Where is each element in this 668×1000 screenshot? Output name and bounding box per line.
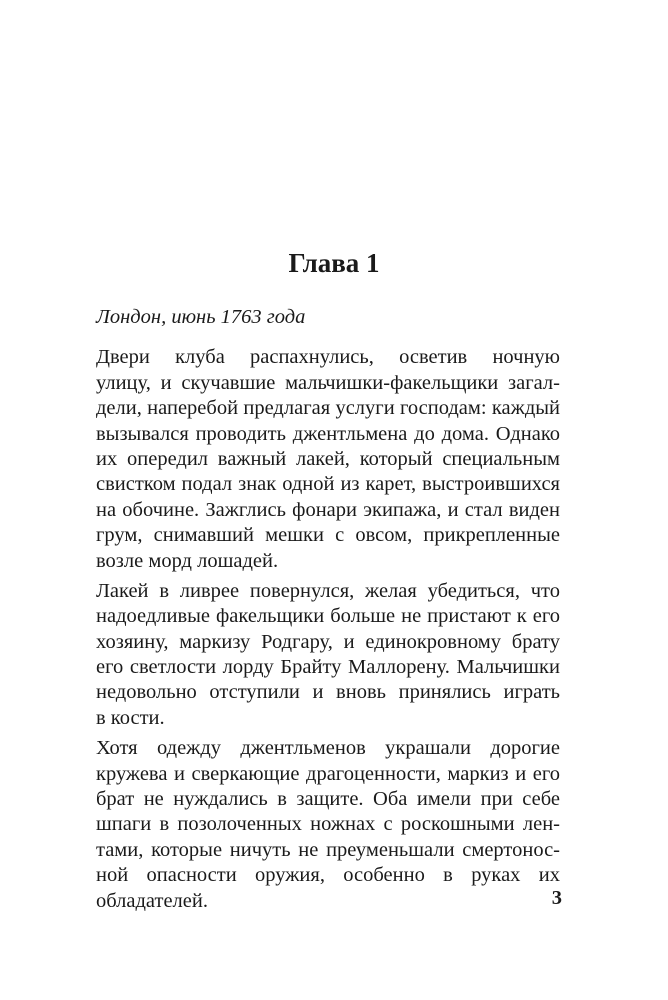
text-line: шпаги в позолоченных ножнах с роскошными лен- xyxy=(96,813,560,836)
text-line: в кости. xyxy=(96,706,165,729)
text-line: Двери клуба распахнулись, осветив ночную xyxy=(96,346,560,369)
text-line: на обочине. Зажглись фонари экипажа, и стал виден xyxy=(96,498,560,521)
paragraph-1 xyxy=(96,345,560,574)
text-line: хозяину, маркизу Родгару, и единокровному брату xyxy=(96,630,560,653)
text-line: дели, наперебой предлагая услуги господам: каждый xyxy=(96,397,560,420)
text-line: улицу, и скучавшие мальчишки-факельщики загал- xyxy=(96,371,560,394)
text-line: обладателей. xyxy=(96,889,208,912)
text-line: их опередил важный лакей, который специальным xyxy=(96,447,560,470)
page-number: 3 xyxy=(551,887,562,909)
chapter-text xyxy=(96,305,560,919)
text-line: ной опасности оружия, особенно в руках их xyxy=(96,864,560,887)
text-line: вызывался проводить джентльмена до дома. Однако xyxy=(96,422,560,445)
text-line: брат не нуждались в защите. Оба имели при себе xyxy=(96,788,560,811)
chapter-title: Глава 1 xyxy=(288,248,380,278)
text-line: возле морд лошадей. xyxy=(96,549,279,572)
chapter-epigraph: Лондон, июнь 1763 года xyxy=(96,306,306,328)
text-line: его светлости лорду Брайту Маллорену. Мальчишки xyxy=(96,656,560,679)
text-line: Лакей в ливрее повернулся, желая убедиться, что xyxy=(96,579,560,602)
text-line: грум, снимавший мешки с овсом, прикрепленные xyxy=(96,524,560,547)
paragraph-3 xyxy=(96,736,560,914)
text-line: тами, которые ничуть не преуменьшали смертонос- xyxy=(96,838,560,861)
text-line: надоедливые факельщики больше не пристают к его xyxy=(96,605,560,628)
text-line: недовольно отступили и вновь принялись играть xyxy=(96,681,560,704)
text-line: свистком подал знак одной из карет, выстроившихся xyxy=(96,473,560,496)
text-line: кружева и сверкающие драгоценности, маркиз и его xyxy=(96,762,560,785)
text-line: Хотя одежду джентльменов украшали дорогие xyxy=(96,737,560,760)
paragraph-2 xyxy=(96,579,560,731)
